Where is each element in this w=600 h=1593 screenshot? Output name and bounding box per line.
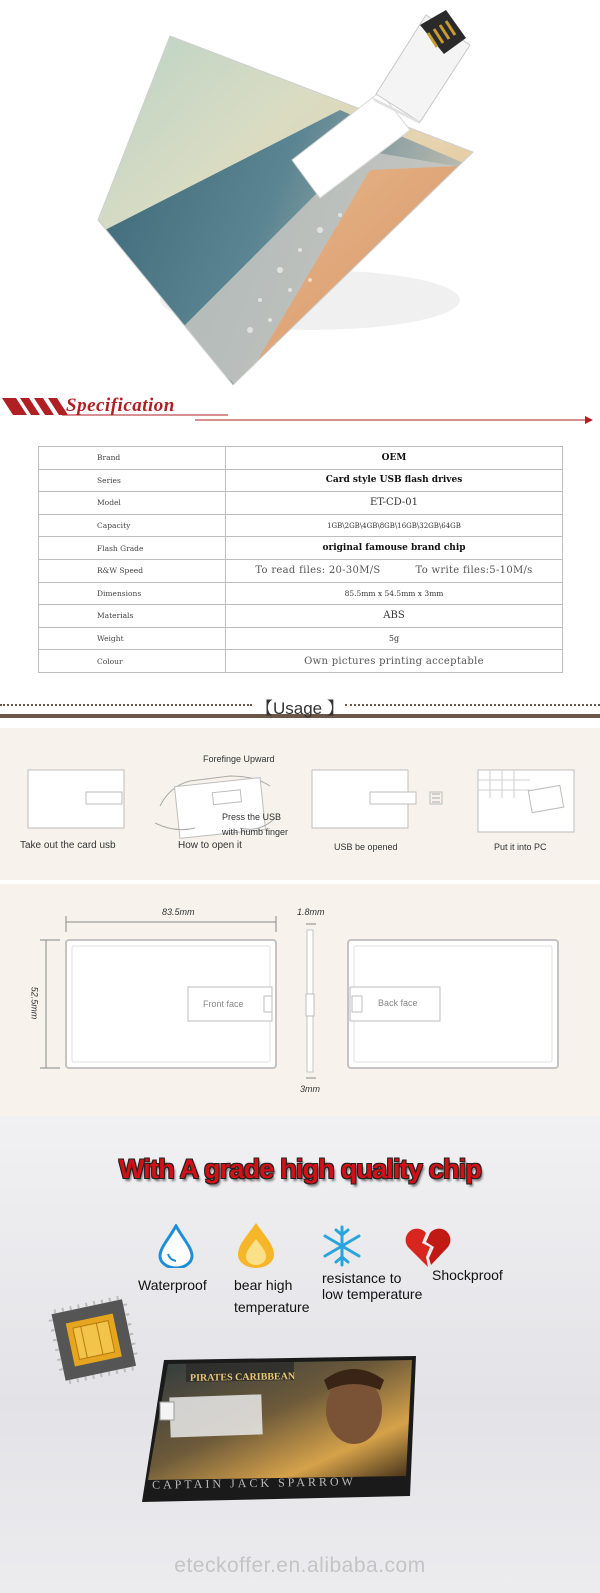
specification-title: Specification: [66, 395, 175, 416]
table-row: [39, 582, 563, 605]
depth-label: 3mm: [300, 1084, 320, 1094]
spec-label: Capacity: [39, 514, 226, 537]
usage-divider-right: [345, 704, 600, 706]
table-row: [39, 469, 563, 492]
quality-section: [0, 1116, 600, 1593]
usage-title: 【Usage 】: [256, 699, 344, 718]
table-row: [39, 447, 563, 470]
table-row: [39, 537, 563, 560]
spec-value: Card style USB flash drives: [226, 469, 563, 492]
table-row: [39, 627, 563, 650]
table-row: [39, 650, 563, 673]
dimension-lines: [0, 884, 600, 1116]
spec-value: ET-CD-01: [226, 492, 563, 515]
height-label: 52.5mm: [29, 986, 40, 1020]
spec-label: Dimensions: [39, 582, 226, 605]
spec-label: Weight: [39, 627, 226, 650]
step-caption-3: USB be opened: [334, 842, 398, 852]
feature-low-temp: resistance to low temperature: [322, 1270, 423, 1302]
table-row: [39, 492, 563, 515]
usage-header: [0, 690, 600, 722]
table-row: [39, 605, 563, 628]
quality-headline: With A grade high quality chip: [118, 1154, 482, 1184]
specification-table: [38, 446, 563, 673]
step-note-forefinger: Forefinge Upward: [203, 754, 275, 764]
snowflake-icon: [320, 1224, 364, 1268]
spec-label: R&W Speed: [39, 559, 226, 582]
feature-shockproof: Shockproof: [432, 1267, 503, 1283]
card-usb-photo: [0, 0, 600, 395]
spec-label: Flash Grade: [39, 537, 226, 560]
width-label: 83.5mm: [162, 907, 195, 917]
spec-value: original famouse brand chip: [226, 537, 563, 560]
chip-icon: [44, 1296, 144, 1386]
write-speed: To write files:5-10M/s: [415, 565, 533, 577]
step-note-thumb: with humb finger: [222, 827, 289, 837]
spec-value: OEM: [226, 447, 563, 470]
table-row: [39, 559, 563, 582]
water-drop-icon: [156, 1224, 196, 1268]
spec-label: Brand: [39, 447, 226, 470]
spec-value: ABS: [226, 605, 563, 628]
usage-steps: [0, 728, 600, 880]
flame-drop-icon: [236, 1221, 276, 1269]
spec-label: Colour: [39, 650, 226, 673]
broken-heart-icon: [404, 1227, 452, 1269]
dimensions-diagram: [0, 884, 600, 1116]
usage-illustrations: [0, 728, 600, 880]
step-note-press: Press the USB: [222, 812, 282, 822]
pirate-card-subtitle: CAPTAIN JACK SPARROW: [151, 1474, 357, 1492]
spec-value: 1GB\2GB\4GB\8GB\16GB\32GB\64GB: [226, 514, 563, 537]
step-caption-4: Put it into PC: [494, 842, 547, 852]
spec-value: 5g: [226, 627, 563, 650]
usage-divider-left: [0, 704, 252, 706]
feature-waterproof: Waterproof: [138, 1277, 207, 1293]
spec-value: Own pictures printing acceptable: [226, 650, 563, 673]
spec-label: Model: [39, 492, 226, 515]
feature-high-temp: bear high temperature: [234, 1277, 310, 1315]
spec-value: [226, 559, 563, 582]
back-face-label: Back face: [378, 998, 418, 1008]
step-caption-2: How to open it: [178, 840, 242, 851]
front-face-label: Front face: [203, 999, 244, 1009]
read-speed: To read files: 20-30M/S: [255, 565, 381, 577]
thickness-label: 1.8mm: [297, 907, 325, 917]
pirate-card-title: PIRATES CARIBBEAN: [189, 1371, 296, 1384]
spec-label: Series: [39, 469, 226, 492]
spec-value: 85.5mm x 54.5mm x 3mm: [226, 582, 563, 605]
step-caption-1: Take out the card usb: [20, 840, 116, 851]
spec-label: Materials: [39, 605, 226, 628]
table-row: [39, 514, 563, 537]
specification-header: [0, 395, 600, 427]
footer-site: eteckoffer.en.alibaba.com: [174, 1554, 426, 1577]
product-hero: [0, 0, 600, 395]
